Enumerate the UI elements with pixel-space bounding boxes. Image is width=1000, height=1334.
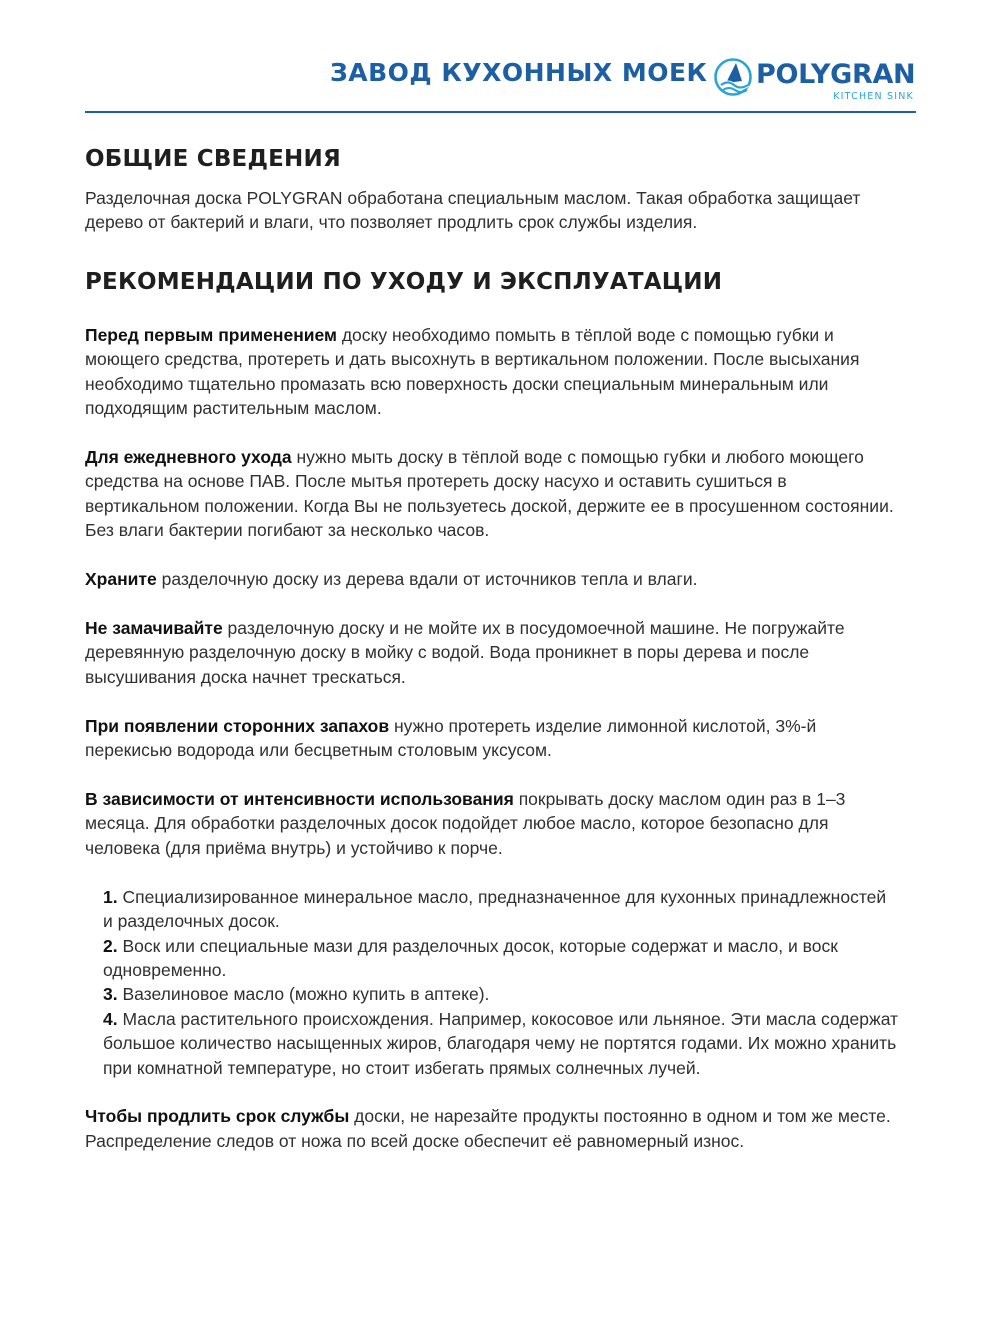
lifetime-text: доски, не нарезайте продукты постоянно в одном и том же месте. Распределение следов от ножа по всей доске обеспечит её равномерный износ.: [85, 1106, 891, 1151]
header-divider: [85, 111, 916, 113]
first-use-text: доску необходимо помыть в тёплой воде с помощью губки и моющего средства, протереть и дать высохнуть в вертикальном положении. После высыхания необходимо тщательно промазать всю поверхность доски специальным минеральным или подходящим растительным маслом.: [85, 324, 860, 419]
document-body: [85, 140, 900, 1153]
polygran-logo: [712, 54, 918, 104]
lifetime-lead: Чтобы продлить срок службы: [85, 1106, 350, 1127]
odors-text: нужно протереть изделие лимонной кислотой, 3%-й перекисью водорода или бесцветным столовым уксусом.: [85, 715, 817, 761]
storage-paragraph: [85, 567, 900, 591]
general-text: Разделочная доска POLYGRAN обработана специальным маслом. Такая обработка защищает дерево от бактерий и влаги, что позволяет продлить срок службы изделия.: [85, 188, 861, 233]
page-header: [85, 52, 916, 112]
daily-care-text: нужно мыть доску в тёплой воде с помощью губки и любого моющего средства на основе ПАВ. После мытья протереть доску насухо и оставить сушиться в вертикальном положении. Когда Вы не пользуетесь доской, держите ее в просушенном состоянии. Без влаги бактерии погибают за несколько часов.: [85, 446, 894, 541]
first-use-lead: Перед первым применением: [85, 324, 337, 345]
list-item: [103, 934, 900, 983]
storage-text: разделочную доску из дерева вдали от источников тепла и влаги.: [156, 569, 698, 590]
logo-subtitle: KITCHEN SINK: [833, 91, 914, 102]
logo-wordmark: POLYGRAN: [756, 59, 916, 90]
list-text: Вазелиновое масло (можно купить в аптеке).: [117, 984, 490, 1005]
daily-care-paragraph: [85, 445, 900, 543]
list-text: Масла растительного происхождения. Например, кокосовое или льняное. Эти масла содержат большое количество насыщенных жиров, благодаря чему не портятся годами. Их можно хранить при комнатной температуре, но стоит избегать прямых солнечных лучей.: [103, 1008, 899, 1078]
list-text: Специализированное минеральное масло, предназначенное для кухонных принадлежностей и разделочных досок.: [103, 886, 887, 932]
odors-lead: При появлении сторонних запахов: [85, 715, 390, 736]
oiling-lead: В зависимости от интенсивности использования: [85, 789, 514, 809]
no-soak-text: разделочную доску и не мойте их в посудомоечной машине. Не погружайте деревянную разделочную доску в мойку с водой. Вода проникнет в поры дерева и после высушивания доска начнет трескаться.: [85, 617, 845, 687]
oil-types-list: [85, 885, 900, 1080]
wave-sail-icon: [712, 56, 754, 98]
storage-lead: Храните: [85, 569, 157, 590]
oiling-text: покрывать доску маслом один раз в 1–3 месяца. Для обработки разделочных досок подойдет любое масло, которое безопасно для человека (для приёма внутрь) и устойчиво к порче.: [85, 789, 846, 858]
list-item: [103, 1007, 900, 1080]
no-soak-paragraph: [85, 616, 900, 689]
list-number: 1.: [103, 886, 118, 907]
general-heading: ОБЩИЕ СВЕДЕНИЯ: [85, 146, 341, 172]
list-number: 3.: [103, 984, 118, 1005]
list-item: [103, 885, 900, 934]
care-heading: РЕКОМЕНДАЦИИ ПО УХОДУ И ЭКСПЛУАТАЦИИ: [85, 268, 723, 295]
first-use-paragraph: [85, 323, 900, 421]
oiling-paragraph: [85, 787, 900, 860]
daily-care-lead: Для ежедневного ухода: [85, 446, 292, 467]
no-soak-lead: Не замачивайте: [85, 617, 223, 638]
list-item: [103, 982, 900, 1006]
list-number: 2.: [103, 935, 118, 956]
list-text: Воск или специальные мази для разделочных досок, которые содержат и масло, и воск одновременно.: [103, 935, 838, 980]
lifetime-paragraph: [85, 1104, 900, 1153]
list-number: 4.: [103, 1008, 118, 1029]
factory-title: ЗАВОД КУХОННЫХ МОЕК: [330, 58, 708, 87]
odors-paragraph: [85, 714, 900, 763]
